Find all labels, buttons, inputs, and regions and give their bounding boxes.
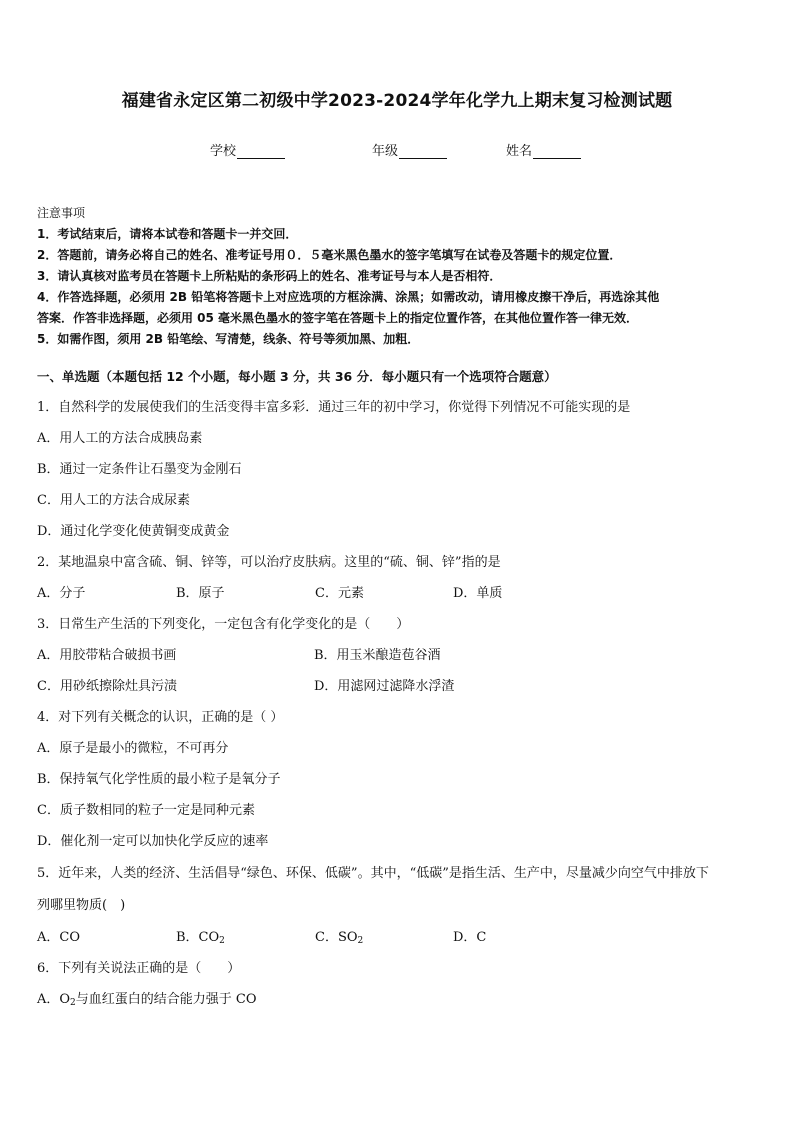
- notice-item-3: 3．请认真核对监考员在答题卡上所粘贴的条形码上的姓名、准考证号与本人是否相符．: [37, 269, 502, 283]
- q5-option-b-text: B．CO: [176, 930, 220, 945]
- name-blank[interactable]: [533, 145, 581, 159]
- question-1-stem: 1．自然科学的发展使我们的生活变得丰富多彩．通过三年的初中学习，你觉得下列情况不可能实现的是: [37, 400, 631, 415]
- q5-option-b[interactable]: [176, 926, 225, 946]
- notice-item-4-cont: 答案．作答非选择题，必须用 05 毫米黑色墨水的签字笔在答题卡上的指定位置作答，在其他位置作答一律无效．: [37, 311, 639, 325]
- question-6-stem: 6．下列有关说法正确的是（ ）: [37, 961, 241, 976]
- q5-option-c-text: C．SO: [315, 930, 358, 945]
- grade-label: 年级: [372, 144, 399, 159]
- q4-option-c[interactable]: C．质子数相同的粒子一定是同种元素: [37, 803, 255, 818]
- q1-option-d[interactable]: D．通过化学变化使黄铜变成黄金: [37, 524, 230, 539]
- q3-option-c[interactable]: C．用砂纸擦除灶具污渍: [37, 679, 177, 694]
- school-blank[interactable]: [237, 145, 285, 159]
- school-field[interactable]: [210, 140, 285, 159]
- notice-block: [37, 203, 767, 350]
- q3-option-d[interactable]: D．用滤网过滤降水浮渣: [314, 679, 455, 694]
- q6-option-a-text: A．O: [37, 992, 71, 1007]
- q4-option-a[interactable]: A．原子是最小的微粒，不可再分: [37, 741, 229, 756]
- grade-field[interactable]: [372, 140, 447, 159]
- notice-item-2: 2．答题前，请务必将自己的姓名、准考证号用０．５毫米黑色墨水的签字笔填写在试卷及答题卡的规定位置．: [37, 248, 622, 262]
- q1-option-a[interactable]: A．用人工的方法合成胰岛素: [37, 431, 203, 446]
- grade-blank[interactable]: [399, 145, 447, 159]
- q2-option-a[interactable]: A．分子: [37, 586, 86, 601]
- q6-option-a[interactable]: [37, 988, 257, 1008]
- notice-item-4: 4．作答选择题，必须用 2B 铅笔将答题卡上对应选项的方框涂满、涂黑；如需改动，请用橡皮擦干净后，再选涂其他: [37, 290, 660, 304]
- q5-option-c-subscript: 2: [357, 936, 364, 946]
- q3-option-b[interactable]: B．用玉米酿造苞谷酒: [314, 648, 441, 663]
- question-4-stem: 4．对下列有关概念的认识，正确的是（ ）: [37, 710, 284, 725]
- q2-option-c[interactable]: C．元素: [315, 586, 364, 601]
- question-2-stem: 2．某地温泉中富含硫、铜、锌等，可以治疗皮肤病。这里的“硫、铜、锌”指的是: [37, 555, 501, 570]
- q4-option-d[interactable]: D．催化剂一定可以加快化学反应的速率: [37, 834, 269, 849]
- q2-option-b[interactable]: B．原子: [176, 586, 225, 601]
- q6-option-a-text-cont: 与血红蛋白的结合能力强于 CO: [75, 992, 257, 1007]
- name-label: 姓名: [506, 144, 533, 159]
- name-field[interactable]: [506, 140, 581, 159]
- notice-item-5: 5．如需作图，须用 2B 铅笔绘、写清楚，线条、符号等须加黑、加粗．: [37, 332, 420, 346]
- section-heading: 一、单选题（本题包括 12 个小题，每小题 3 分，共 36 分．每小题只有一个选项符合题意）: [37, 369, 557, 384]
- school-label: 学校: [210, 144, 237, 159]
- q5-option-a[interactable]: A．CO: [37, 930, 80, 945]
- q6-option-a-subscript: 2: [70, 998, 76, 1008]
- question-5-stem: 5．近年来，人类的经济、生活倡导“绿色、环保、低碳”。其中，“低碳”是指生活、生产中，尽量减少向空气中排放下: [37, 866, 709, 881]
- question-5-stem-cont: 列哪里物质( ): [37, 898, 126, 913]
- q5-option-d[interactable]: D．C: [453, 930, 487, 945]
- question-3-stem: 3．日常生产生活的下列变化，一定包含有化学变化的是（ ）: [37, 617, 410, 632]
- q5-option-c[interactable]: [315, 926, 363, 946]
- student-info-row: [0, 140, 794, 160]
- q3-option-a[interactable]: A．用胶带粘合破损书画: [37, 648, 177, 663]
- notice-item-1: 1．考试结束后，请将本试卷和答题卡一并交回．: [37, 227, 298, 241]
- notice-heading: 注意事项: [37, 206, 86, 220]
- page-title: 福建省永定区第二初级中学2023-2024学年化学九上期末复习检测试题: [121, 91, 673, 111]
- q1-option-b[interactable]: B．通过一定条件让石墨变为金刚石: [37, 462, 242, 477]
- q1-option-c[interactable]: C．用人工的方法合成尿素: [37, 493, 190, 508]
- q4-option-b[interactable]: B．保持氧气化学性质的最小粒子是氧分子: [37, 772, 281, 787]
- q2-option-d[interactable]: D．单质: [453, 586, 503, 601]
- q5-option-b-subscript: 2: [219, 936, 225, 946]
